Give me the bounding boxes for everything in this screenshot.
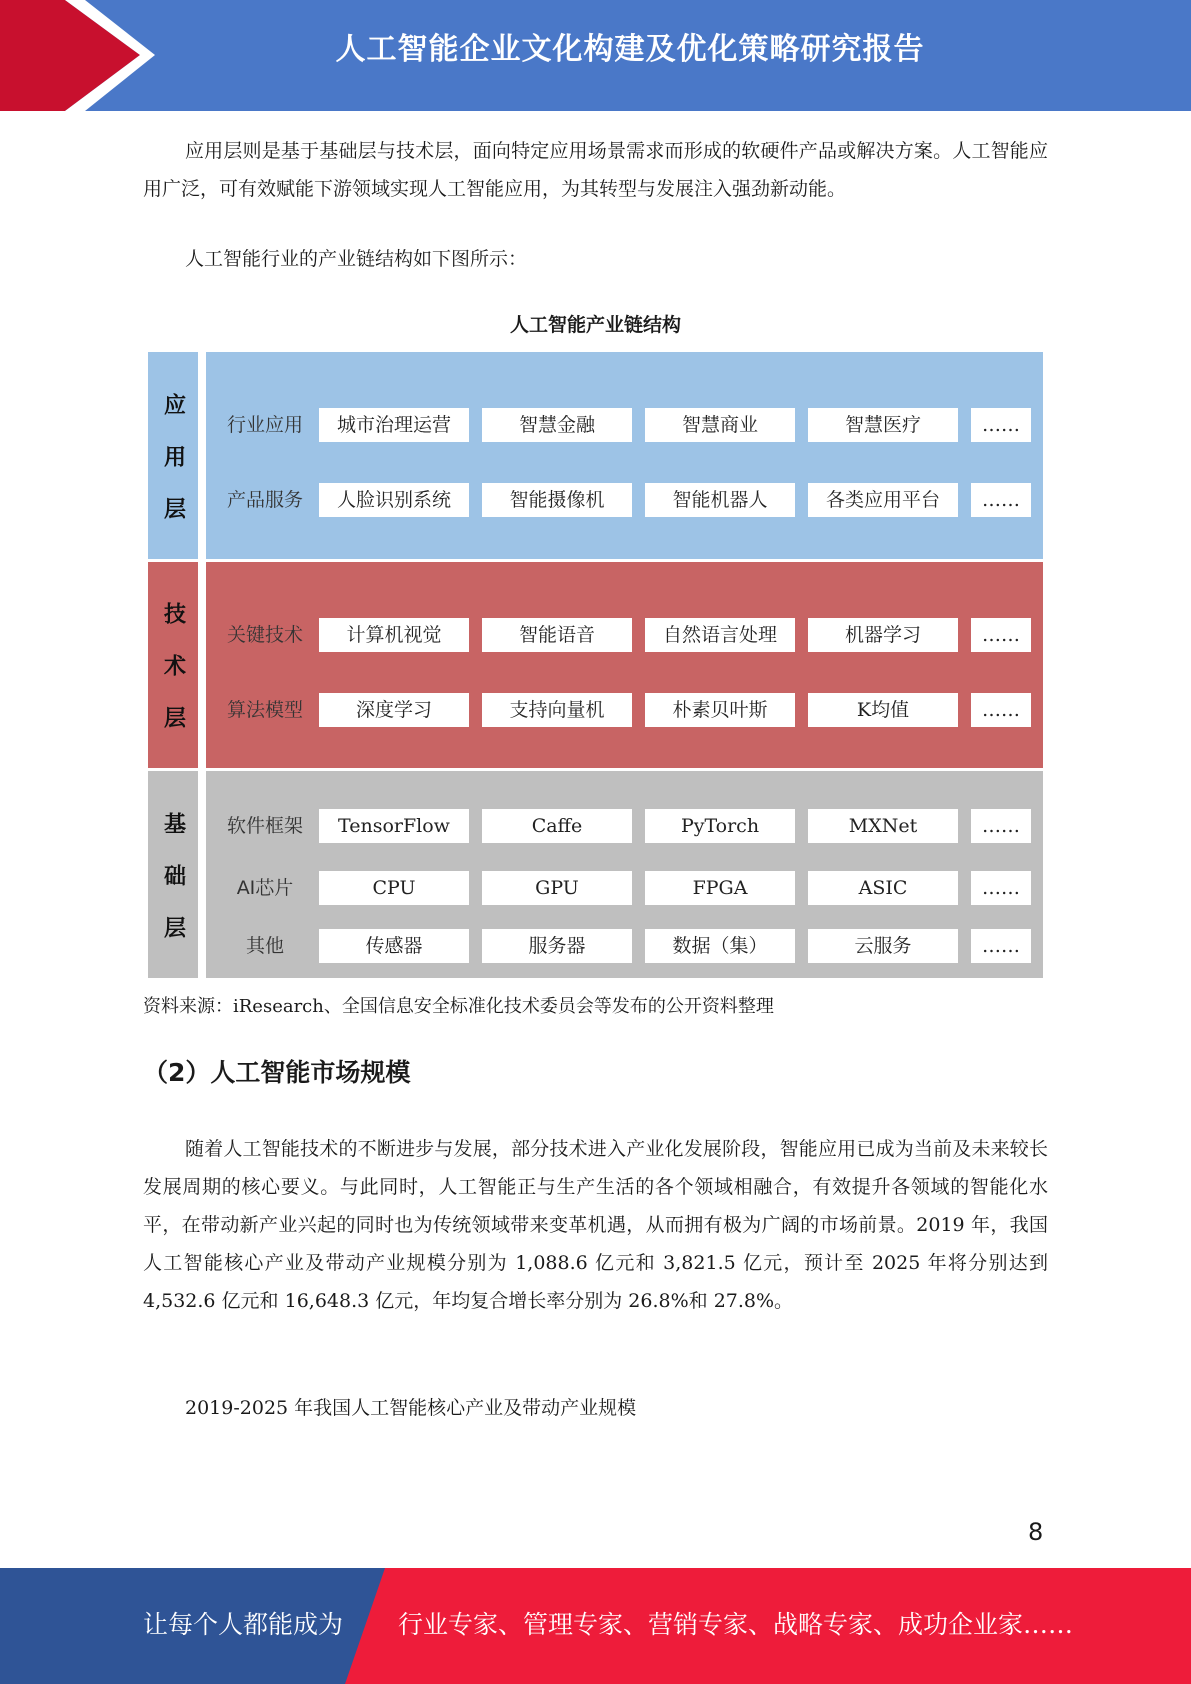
layer-body: [206, 352, 1043, 559]
diagram-cell: ……: [971, 408, 1031, 442]
diagram-row-label: 产品服务: [226, 489, 303, 511]
diagram-cell: 智慧医疗: [808, 408, 958, 442]
footer-slogan-left: 让每个人都能成为: [143, 1610, 344, 1639]
layer-foundation: [148, 771, 1043, 978]
industry-chain-diagram: [148, 352, 1043, 978]
diagram-row-label: 算法模型: [226, 699, 303, 721]
diagram-row: [206, 871, 1043, 905]
diagram-row: [206, 408, 1043, 442]
diagram-cell: ……: [971, 693, 1031, 727]
diagram-cell: PyTorch: [645, 809, 795, 843]
diagram-cell: 智能机器人: [645, 483, 795, 517]
diagram-cell: K均值: [808, 693, 958, 727]
diagram-cell: 计算机视觉: [319, 618, 469, 652]
paragraph-application-layer: 应用层则是基于基础层与技术层，面向特定应用场景需求而形成的软硬件产品或解决方案。人工智能应用广泛，可有效赋能下游领域实现人工智能应用，为其转型与发展注入强劲新动能。: [143, 140, 1048, 200]
diagram-cell: ……: [971, 809, 1031, 843]
diagram-cell: ……: [971, 483, 1031, 517]
diagram-cell: 服务器: [482, 929, 632, 963]
diagram-row: [206, 929, 1043, 963]
diagram-cell: ……: [971, 618, 1031, 652]
diagram-row-label: 行业应用: [226, 414, 303, 436]
header-title: 人工智能企业文化构建及优化策略研究报告: [335, 32, 925, 67]
diagram-cell: 自然语言处理: [645, 618, 795, 652]
page-header: [0, 0, 1191, 111]
diagram-cell: TensorFlow: [319, 809, 469, 843]
diagram-cell: 智能语音: [482, 618, 632, 652]
paragraph-market-size: 随着人工智能技术的不断进步与发展，部分技术进入产业化发展阶段，智能应用已成为当前及未来较长发展周期的核心要义。与此同时，人工智能正与生产生活的各个领域相融合，有效提升各领域的智能化水平，在带动新产业兴起的同时也为传统领域带来变革机遇，从而拥有极为广阔的市场前景。2019 年，我国人工智能核心产业及带动产业规模分别为 1,088.6 亿元和 3,821.5 亿元，预计至 2025 年将分别达到 4,532.6 亿元和 16,648.3 亿元，年均复合增长率分别为 26.8%和 27.8%。: [143, 1138, 1048, 1312]
diagram-cell: 深度学习: [319, 693, 469, 727]
layer-technology: [148, 562, 1043, 768]
diagram-cell: 人脸识别系统: [319, 483, 469, 517]
diagram-cell: ……: [971, 871, 1031, 905]
layer-label-foundation: [148, 771, 198, 978]
page-footer: [0, 1568, 1191, 1684]
diagram-cell: 云服务: [808, 929, 958, 963]
paragraph-chain-intro: 人工智能行业的产业链结构如下图所示：: [185, 248, 528, 270]
section-heading: （2）人工智能市场规模: [143, 1058, 411, 1087]
diagram-cell: 朴素贝叶斯: [645, 693, 795, 727]
layer-body: [206, 771, 1043, 978]
diagram-cell: 机器学习: [808, 618, 958, 652]
diagram-cell: ……: [971, 929, 1031, 963]
diagram-cell: FPGA: [645, 871, 795, 905]
diagram-cell: MXNet: [808, 809, 958, 843]
diagram-cell: 支持向量机: [482, 693, 632, 727]
figure-source: 资料来源：iResearch、全国信息安全标准化技术委员会等发布的公开资料整理: [143, 996, 774, 1017]
diagram-row-label: 软件框架: [226, 815, 303, 837]
diagram-cell: CPU: [319, 871, 469, 905]
diagram-row: [206, 483, 1043, 517]
diagram-cell: GPU: [482, 871, 632, 905]
page-number: 8: [1028, 1518, 1044, 1546]
figure-title: 人工智能产业链结构: [509, 314, 681, 336]
diagram-row: [206, 809, 1043, 843]
layer-name: 基础层: [160, 811, 186, 968]
diagram-row-label: 其他: [245, 935, 284, 957]
diagram-cell: 智慧商业: [645, 408, 795, 442]
diagram-cell: Caffe: [482, 809, 632, 843]
diagram-cell: 智慧金融: [482, 408, 632, 442]
layer-name: 技术层: [160, 602, 186, 758]
diagram-row: [206, 693, 1043, 727]
paragraph-chart-caption: 2019-2025 年我国人工智能核心产业及带动产业规模: [185, 1397, 637, 1419]
diagram-row-label: AI芯片: [236, 877, 294, 899]
diagram-cell: ASIC: [808, 871, 958, 905]
diagram-cell: 智能摄像机: [482, 483, 632, 517]
diagram-cell: 城市治理运营: [319, 408, 469, 442]
layer-label-technology: [148, 562, 198, 768]
layer-name: 应用层: [160, 392, 186, 549]
layer-label-application: [148, 352, 198, 559]
diagram-cell: 各类应用平台: [808, 483, 958, 517]
diagram-row: [206, 618, 1043, 652]
diagram-cell: 传感器: [319, 929, 469, 963]
layer-application: [148, 352, 1043, 559]
diagram-cell: 数据（集）: [645, 929, 795, 963]
layer-body: [206, 562, 1043, 768]
footer-slogan-right: 行业专家、管理专家、营销专家、战略专家、成功企业家……: [398, 1610, 1074, 1639]
diagram-row-label: 关键技术: [226, 624, 303, 646]
